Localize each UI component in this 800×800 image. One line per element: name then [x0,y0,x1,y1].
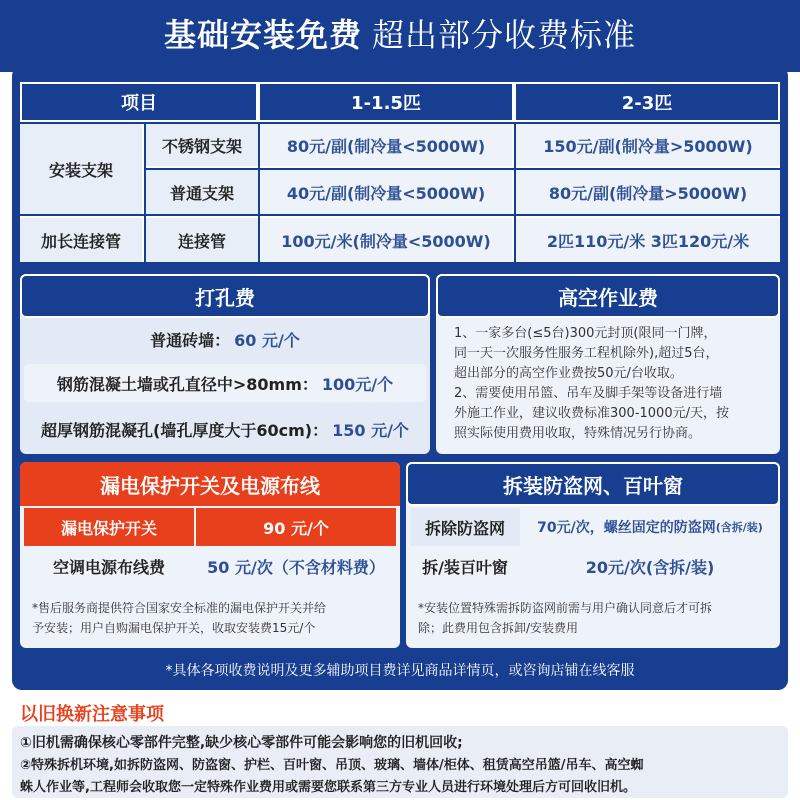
pipe-group-label: 加长连接管 [20,216,144,262]
high-altitude-line: 同一天一次服务性服务工程机除外),超过5台， [454,346,719,361]
drilling-thick-value: 150 元/个 [332,420,409,440]
leakage-note-line: *售后服务商提供符合国家安全标准的漏电保护开关并给 [32,601,327,615]
high-altitude-line: 外施工作业，建议收费标准300-1000元/天，按 [454,406,729,421]
row-pipe-large: 2匹110元/米 3匹120元/米 [516,216,780,262]
notice-line: ②特殊拆机环境,如拆防盗网、防盗窗、护栏、百叶窗、吊顶、玻璃、墙体/柜体、租赁高空吊篮/吊车、高空蜘 [20,758,644,773]
row-normal-large: 80元/副(制冷量>5000W) [516,170,780,214]
col-header-item: 项目 [20,82,258,122]
leakage-switch-value: 90 元/个 [196,508,396,546]
row-pipe-label: 连接管 [146,216,258,262]
col-header-small: 1-1.5匹 [258,82,514,122]
drilling-brick-label: 普通砖墙： [150,330,231,350]
leakage-switch-label: 漏电保护开关 [24,508,194,546]
drilling-concrete-value: 100元/个 [321,374,394,394]
bracket-group-label: 安装支架 [20,124,144,214]
title-thin: 超出部分收费标准 [372,16,637,54]
antitheft-note-line: 除；此费用包含拆卸/安装费用 [418,621,579,635]
notice-line: ①旧机需确保核心零部件完整,缺少核心零部件可能会影响您的旧机回收; [20,735,463,751]
high-altitude-line: 1、一家多台(≤5台)300元封顶(限同一门牌， [454,326,717,341]
notice-title: 以旧换新注意事项 [20,704,164,725]
antitheft-note-line: *安装位置特殊需拆防盗网前需与用户确认同意后才可拆 [418,601,713,615]
row-normal-label: 普通支架 [146,170,258,214]
row-pipe-small: 100元/米(制冷量<5000W) [260,216,514,262]
antitheft-note [418,598,776,638]
wiring-value: 50 元/次（不含材料费） [207,557,385,577]
row-stainless-small: 80元/副(制冷量<5000W) [260,124,514,168]
drilling-row-concrete [24,364,426,402]
high-altitude-line: 2、需要使用吊篮、吊车及脚手架等设备进行墙 [454,386,723,401]
high-altitude-line: 照实际使用费用收取，特殊情况另行协商。 [454,426,702,441]
row-normal-small: 40元/副(制冷量<5000W) [260,170,514,214]
remove-net-accent: 螺丝固定的防盗网 [603,520,716,536]
remove-net-value [522,508,778,546]
remove-net-note: (含拆/装) [715,521,763,534]
remove-net-price: 70元/次， [537,520,604,536]
remove-net-label: 拆除防盗网 [410,508,520,546]
blinds-label: 拆/装百叶窗 [422,557,508,577]
title-bold: 基础安装免费 [163,16,362,54]
drilling-title: 打孔费 [20,274,430,318]
high-altitude-title: 高空作业费 [436,274,780,318]
page-title [0,10,800,56]
notice-line: 蛛人作业等,工程师会收取您一定特殊作业费用或需要您联系第三方专业人员进行环境处理后方可回收旧机。 [20,780,636,795]
drilling-brick-value: 60 元/个 [234,330,300,350]
drilling-thick-label: 超厚钢筋混凝孔(墙孔厚度大于60cm)： [41,420,329,440]
col-header-large: 2-3匹 [514,82,780,122]
footer-note: *具体各项收费说明及更多辅助项目费详见商品详情页，或咨询店铺在线客服 [165,663,635,679]
leakage-title: 漏电保护开关及电源布线 [20,462,400,506]
high-altitude-text [454,324,774,444]
drilling-concrete-label: 钢筋混凝土墙或孔直径中>80mm： [56,374,318,394]
wiring-label: 空调电源布线费 [52,557,165,577]
blinds-value: 20元/次(含拆/装) [585,557,715,577]
leakage-note-line: 予安装；用户自购漏电保护开关，收取安装费15元/个 [32,621,316,635]
high-altitude-line: 超出部分的高空作业费按50元/台收取。 [454,366,683,381]
row-stainless-large: 150元/副(制冷量>5000W) [516,124,780,168]
antitheft-title: 拆装防盗网、百叶窗 [406,462,780,506]
row-stainless-label: 不锈钢支架 [146,124,258,168]
leakage-note [32,598,396,638]
drilling-row-brick [24,320,426,358]
drilling-row-thick [24,408,426,450]
